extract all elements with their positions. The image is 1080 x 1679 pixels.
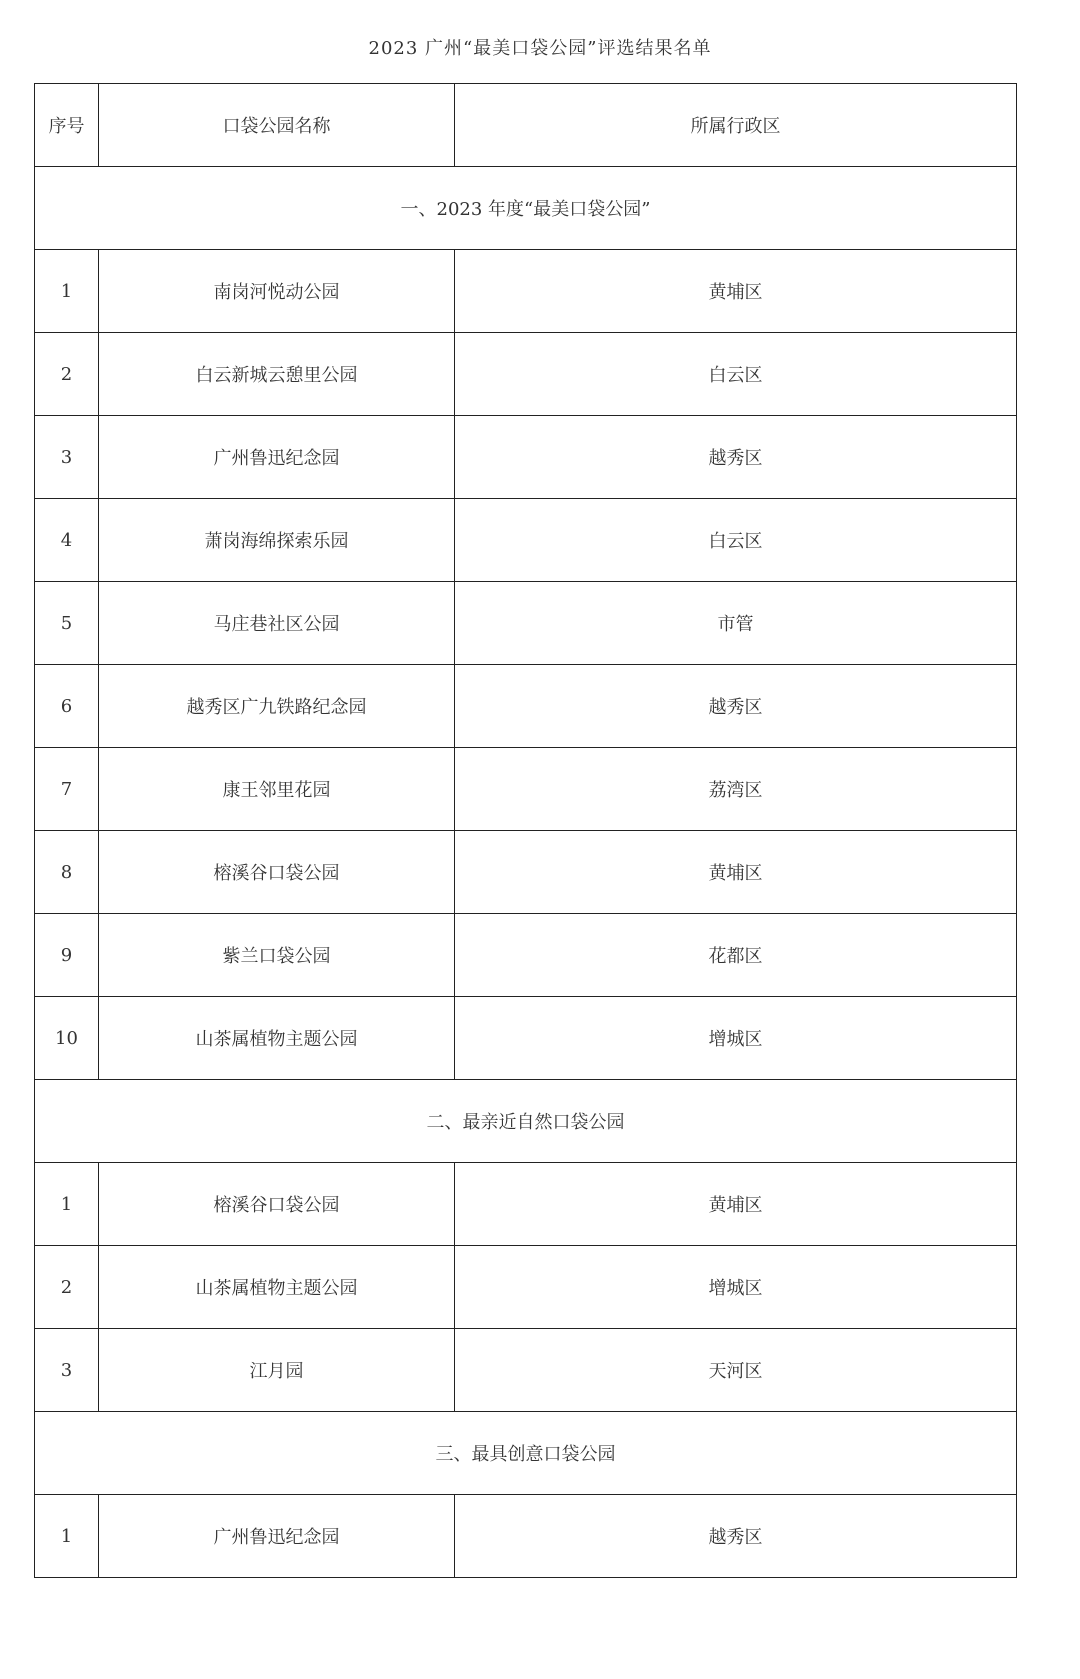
row-no: 7 — [35, 748, 99, 831]
park-name: 白云新城云憩里公园 — [99, 333, 455, 416]
district: 黄埔区 — [455, 1163, 1017, 1246]
row-no: 1 — [35, 250, 99, 333]
district: 白云区 — [455, 499, 1017, 582]
park-name: 广州鲁迅纪念园 — [99, 1495, 455, 1578]
table-row — [35, 997, 1017, 1080]
table-row — [35, 831, 1017, 914]
district: 荔湾区 — [455, 748, 1017, 831]
section-title: 二、最亲近自然口袋公园 — [35, 1080, 1017, 1163]
row-no: 8 — [35, 831, 99, 914]
section-row — [35, 167, 1017, 250]
district: 白云区 — [455, 333, 1017, 416]
park-name: 康王邻里花园 — [99, 748, 455, 831]
park-name: 山茶属植物主题公园 — [99, 997, 455, 1080]
section-row — [35, 1412, 1017, 1495]
park-name: 山茶属植物主题公园 — [99, 1246, 455, 1329]
park-name: 广州鲁迅纪念园 — [99, 416, 455, 499]
row-no: 3 — [35, 416, 99, 499]
district: 越秀区 — [455, 1495, 1017, 1578]
section-title: 三、最具创意口袋公园 — [35, 1412, 1017, 1495]
row-no: 1 — [35, 1495, 99, 1578]
district: 越秀区 — [455, 416, 1017, 499]
header-no: 序号 — [35, 84, 99, 167]
table-row — [35, 1329, 1017, 1412]
row-no: 2 — [35, 1246, 99, 1329]
header-row — [35, 84, 1017, 167]
section-row — [35, 1080, 1017, 1163]
table-row — [35, 250, 1017, 333]
header-name: 口袋公园名称 — [99, 84, 455, 167]
district: 市管 — [455, 582, 1017, 665]
table-row — [35, 665, 1017, 748]
table-row — [35, 582, 1017, 665]
row-no: 2 — [35, 333, 99, 416]
row-no: 9 — [35, 914, 99, 997]
section-title: 一、2023 年度“最美口袋公园” — [35, 167, 1017, 250]
park-name: 越秀区广九铁路纪念园 — [99, 665, 455, 748]
park-name: 江月园 — [99, 1329, 455, 1412]
park-name: 紫兰口袋公园 — [99, 914, 455, 997]
district: 越秀区 — [455, 665, 1017, 748]
table-row — [35, 1163, 1017, 1246]
header-district: 所属行政区 — [455, 84, 1017, 167]
district: 增城区 — [455, 997, 1017, 1080]
park-name: 萧岗海绵探索乐园 — [99, 499, 455, 582]
park-name: 南岗河悦动公园 — [99, 250, 455, 333]
district: 增城区 — [455, 1246, 1017, 1329]
row-no: 3 — [35, 1329, 99, 1412]
row-no: 10 — [35, 997, 99, 1080]
results-table — [34, 83, 1017, 1578]
table-row — [35, 416, 1017, 499]
row-no: 1 — [35, 1163, 99, 1246]
district: 黄埔区 — [455, 831, 1017, 914]
row-no: 4 — [35, 499, 99, 582]
park-name: 马庄巷社区公园 — [99, 582, 455, 665]
district: 天河区 — [455, 1329, 1017, 1412]
table-row — [35, 333, 1017, 416]
table-row — [35, 1246, 1017, 1329]
table-row — [35, 914, 1017, 997]
document-title: 2023 广州“最美口袋公园”评选结果名单 — [368, 38, 712, 59]
row-no: 6 — [35, 665, 99, 748]
park-name: 榕溪谷口袋公园 — [99, 831, 455, 914]
park-name: 榕溪谷口袋公园 — [99, 1163, 455, 1246]
table-row — [35, 748, 1017, 831]
table-row — [35, 1495, 1017, 1578]
row-no: 5 — [35, 582, 99, 665]
district: 黄埔区 — [455, 250, 1017, 333]
district: 花都区 — [455, 914, 1017, 997]
table-row — [35, 499, 1017, 582]
